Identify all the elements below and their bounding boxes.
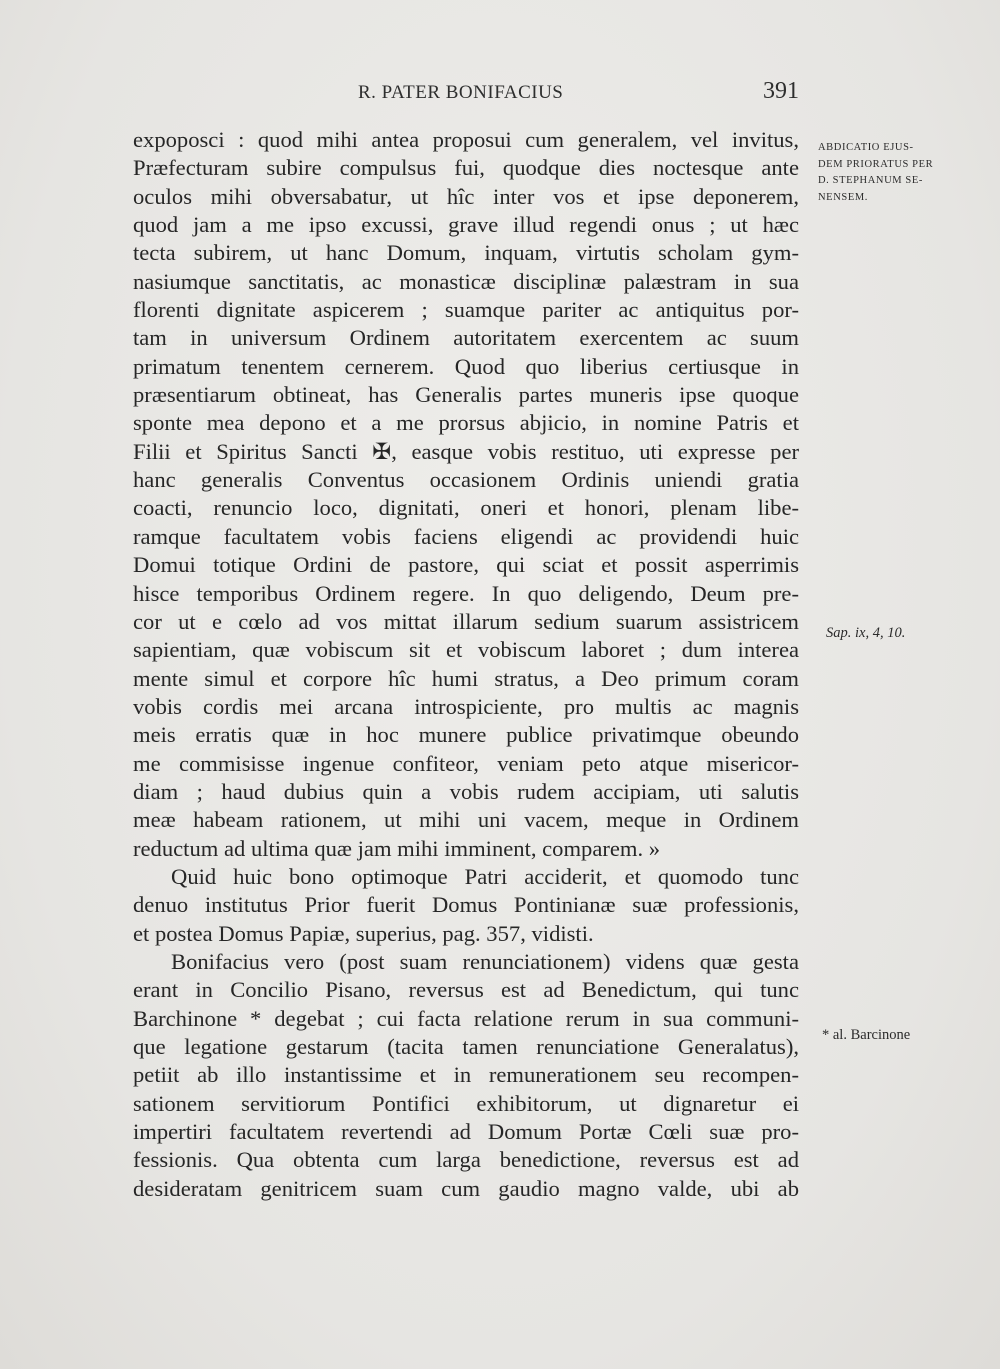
- marginal-note-reference: [826, 625, 905, 642]
- text-line: hanc generalis Conventus occasionem Ordinis uniendi gratia: [133, 467, 799, 493]
- paragraph-first-line: Quid huic bono optimoque Patri acciderit, et quomodo tunc: [171, 863, 799, 889]
- marginal-note-abdicatio: [818, 140, 933, 206]
- text-line: præsentiarum obtineat, has Generalis partes muneris ipse quoque: [133, 382, 799, 408]
- text-line: mente simul et corpore hîc humi stratus, a Deo primum coram: [133, 665, 799, 691]
- text-line: sapientiam, quæ vobiscum sit et vobiscum laboret ; dum interea: [133, 637, 799, 663]
- scripture-reference: Sap. ix, 4, 10.: [826, 625, 906, 641]
- marginal-note-footnote: * al. Barcinone: [822, 1027, 911, 1043]
- text-line: sationem servitiorum Pontifici exhibitorum, ut dignaretur ei: [133, 1090, 799, 1116]
- text-line: et postea Domus Papiæ, superius, pag. 357, vidisti.: [133, 920, 594, 946]
- text-line: vobis cordis mei arcana introspiciente, pro multis ac magnis: [133, 693, 799, 719]
- text-line: Domui totique Ordini de pastore, qui sciat et possit asperrimis: [133, 552, 799, 578]
- text-line: Barchinone * degebat ; cui facta relatione rerum in sua communi-: [133, 1005, 799, 1031]
- marginal-note-line: NENSEM.: [818, 191, 868, 203]
- text-line: petiit ab illo instantissime et in remunerationem seu recompen-: [133, 1062, 799, 1088]
- text-line: reductum ad ultima quæ jam mihi imminent, comparem. »: [133, 835, 661, 861]
- text-line: florenti dignitate aspicerem ; suamque pariter ac antiquitus por-: [133, 297, 799, 323]
- text-line: coacti, renuncio loco, dignitati, oneri et honori, plenam libe-: [133, 495, 799, 521]
- text-line: cor ut e cœlo ad vos mittat illarum sedium suarum assistricem: [133, 608, 799, 634]
- text-line: tam in universum Ordinem autoritatem exercentem ac suum: [133, 325, 799, 351]
- main-text: [133, 126, 799, 1203]
- marginal-note-line: ABDICATIO EJUS-: [818, 142, 914, 153]
- paragraph-first-line: Bonifacius vero (post suam renunciationem) videns quæ gesta: [171, 948, 799, 974]
- text-line: desideratam genitricem suam cum gaudio magno valde, ubi ab: [133, 1175, 799, 1201]
- text-line: oculos mihi obversabatur, ut hîc inter vos et ipse deponerem,: [133, 183, 799, 209]
- text-line: diam ; haud dubius quin a vobis rudem accipiam, uti salutis: [133, 778, 799, 804]
- text-line: nasiumque sanctitatis, ac monasticæ disciplinæ palæstram in sua: [133, 268, 799, 294]
- text-line: denuo institutus Prior fuerit Domus Pontinianæ suæ professionis,: [133, 892, 799, 918]
- text-line: meis erratis quæ in hoc munere publice privatimque obeundo: [133, 722, 799, 748]
- text-line: erant in Concilio Pisano, reversus est ad Benedictum, qui tunc: [133, 977, 799, 1003]
- text-line: expoposci : quod mihi antea proposui cum generalem, vel invitus,: [133, 127, 799, 152]
- text-line: me commisisse ingenue confiteor, veniam peto atque misericor-: [133, 750, 799, 776]
- text-line: que legatione gestarum (tacita tamen renunciatione Generalatus),: [133, 1034, 799, 1059]
- text-line: quod jam a me ipso excussi, grave illud regendi onus ; ut hæc: [133, 212, 799, 238]
- text-line: sponte mea depono et a me prorsus abjicio, in nomine Patris et: [133, 410, 799, 436]
- text-line: Præfecturam subire compulsus fui, quodque dies noctesque ante: [133, 155, 799, 181]
- text-line: primatum tenentem cernerem. Quod quo liberius certiusque in: [133, 353, 799, 379]
- text-line: meæ habeam rationem, ut mihi uni vacem, meque in Ordinem: [133, 807, 799, 833]
- text-line: impertiri facultatem revertendi ad Domum Portæ Cœli suæ pro-: [133, 1119, 799, 1145]
- marginal-note-line: D. STEPHANUM SE-: [818, 175, 923, 186]
- text-line: hisce temporibus Ordinem regere. In quo deligendo, Deum pre-: [133, 580, 799, 606]
- page-number: 391: [763, 78, 799, 104]
- running-title: R. PATER BONIFACIUS: [358, 82, 564, 103]
- text-line: ramque facultatem vobis faciens eligendi ac providendi huic: [133, 523, 799, 549]
- marginal-note-line: DEM PRIORATUS PER: [818, 158, 934, 170]
- text-line: tecta subirem, ut hanc Domum, inquam, virtutis scholam gym-: [133, 240, 799, 266]
- text-line: fessionis. Qua obtenta cum larga benedictione, reversus est ad: [133, 1147, 799, 1173]
- text-line: Filii et Spiritus Sancti ✠, easque vobis restituo, uti expresse per: [133, 438, 799, 464]
